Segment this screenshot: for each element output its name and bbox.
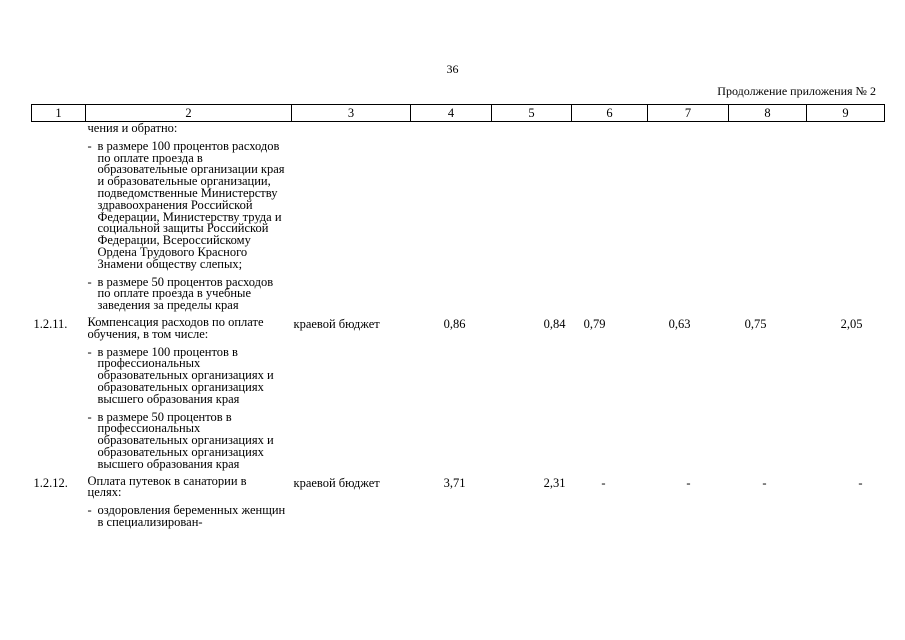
- row-value: 0,79: [583, 316, 606, 331]
- row-code: 1.2.11.: [33, 316, 68, 331]
- row-source: краевой бюджет: [293, 316, 380, 331]
- row-source: краевой бюджет: [293, 475, 380, 490]
- row-title: Оплата путевок в санатории в целях:: [87, 473, 247, 500]
- row-code: 1.2.12.: [33, 475, 68, 490]
- continuation-label: Продолжение приложения № 2: [717, 84, 876, 98]
- row-value: 0,86: [443, 316, 466, 331]
- row-value: 0,75: [744, 316, 767, 331]
- header-cell: 3: [292, 105, 411, 122]
- table-row: [32, 122, 885, 312]
- continued-text: чения и обратно:: [87, 121, 178, 135]
- header-cell: 8: [729, 105, 807, 122]
- header-cell: 1: [32, 105, 86, 122]
- program-table: [31, 104, 885, 529]
- header-cell: 2: [86, 105, 292, 122]
- row-value: 0,84: [543, 316, 566, 331]
- row-title: Компенсация расходов по оплате обучения, в том числе:: [87, 314, 264, 341]
- row-value: 2,05: [840, 316, 863, 331]
- header-cell: 6: [572, 105, 648, 122]
- row-value: 3,71: [443, 475, 466, 490]
- table-row: [32, 312, 885, 471]
- header-row: [32, 105, 885, 122]
- row-value: -: [601, 475, 606, 490]
- row-value: -: [858, 475, 863, 490]
- row-value: -: [686, 475, 691, 490]
- header-cell: 9: [807, 105, 885, 122]
- list-item: - оздоровления беременных женщин в специализирован-: [87, 503, 286, 529]
- list-item: - в размере 100 процентов расходов по оплате проезда в образовательные организации края и образовательные организации, подведомственные Министерству здравоохранения Российской Федерации, Министерству труда и социальной защиты Российской Федерации, Всероссийскому Ордена Трудового Красного Знамени обществу слепых;: [87, 138, 285, 271]
- row-value: -: [762, 475, 767, 490]
- list-item: - в размере 50 процентов в профессиональных образовательных организациях и образовательных организациях высшего образования края: [87, 409, 274, 471]
- list-item: - в размере 100 процентов в профессиональных образовательных организациях и образовательных организациях высшего образования края: [87, 344, 274, 406]
- list-item: - в размере 50 процентов расходов по оплате проезда в учебные заведения за пределы края: [87, 274, 274, 313]
- page-number: 36: [446, 62, 459, 76]
- row-value: 0,63: [668, 316, 691, 331]
- header-cell: 7: [648, 105, 729, 122]
- row-value: 2,31: [543, 475, 566, 490]
- table-row: [32, 471, 885, 529]
- header-cell: 4: [411, 105, 492, 122]
- header-cell: 5: [492, 105, 572, 122]
